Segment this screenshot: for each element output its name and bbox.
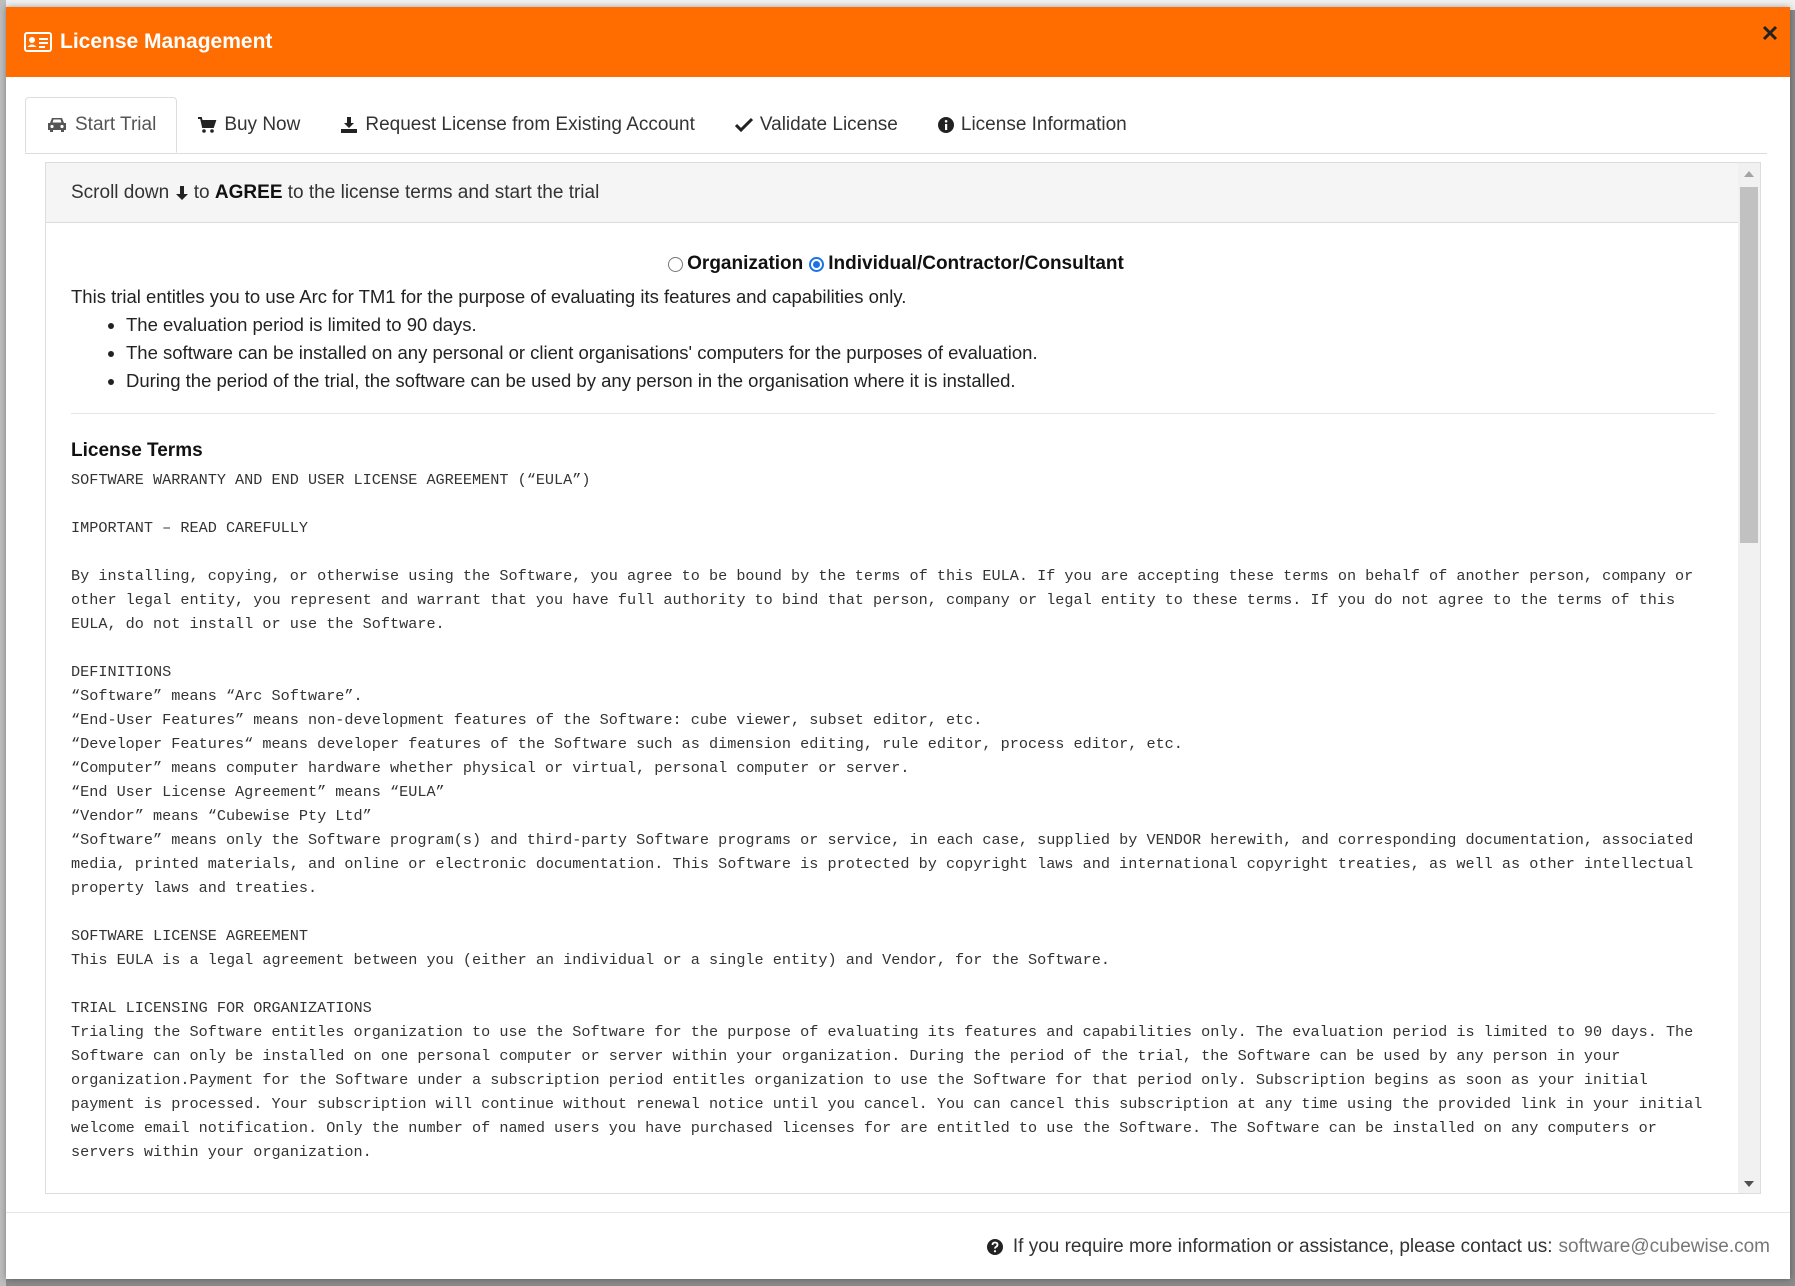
question-circle-icon (987, 1239, 1003, 1255)
tab-validate-license[interactable] (715, 97, 918, 153)
tab-label: Request License from Existing Account (365, 114, 695, 135)
radio-organization[interactable] (668, 257, 683, 272)
tab-label: Start Trial (75, 114, 157, 135)
radio-individual-label[interactable]: Individual/Contractor/Consultant (828, 253, 1124, 274)
car-icon (46, 116, 68, 134)
intro-bullets (71, 311, 1715, 395)
heading-middle: to (193, 181, 210, 203)
panel-body (46, 253, 1760, 1164)
scroll-up-icon[interactable] (1744, 171, 1754, 177)
tab-label: Validate License (759, 114, 898, 135)
close-icon (1762, 25, 1778, 41)
radio-organization-label[interactable]: Organization (687, 253, 804, 274)
license-terms-text: SOFTWARE WARRANTY AND END USER LICENSE AGREEMENT (“EULA”) IMPORTANT – READ CAREFULLY By installing, copying, or otherwise using the Software, you agree to be bound by the terms of this EULA. If you are accepting these terms on behalf of another person, company or other legal entity, you represent and warrant that you have full authority to bind that person, company or legal entity to these terms. If you do not agree to the terms of this EULA, do not install or use the Software. DEFINITIONS “Software” means “Arc Software”. “End-User Features” means non-development features of the Software: cube viewer, subset editor, etc. “Developer Features“ means developer features of the Software such as dimension editing, rule editor, process editor, etc. “Computer” means computer hardware whether physical or virtual, personal computer or server. “End User License Agreement” means “EULA” “Vendor” means “Cubewise Pty Ltd” “Software” means only the Software program(s) and third-party Software programs or service, in each case, supplied by VENDOR herewith, and corresponding documentation, associated media, printed materials, and online or electronic documentation. This Software is protected by copyright laws and international copyright treaties, as well as other intellectual property laws and treaties. SOFTWARE LICENSE AGREEMENT This EULA is a legal agreement between you (either an individual or a single entity) and Vendor, for the Software. TRIAL LICENSING FOR ORGANIZATIONS Trialing the Software entitles organization to use the Software for the purpose of evaluating its features and capabilities only. The evaluation period is limited to 90 days. The Software can only be installed on one personal computer or server within your organization. During the period of the trial, the Software can be used by any person in your organization.Payment for the Software under a subscription period entitles organization to use the Software for that period only. Subscription begins as soon as your initial payment is processed. Your subscription will continue without renewal notice until you cancel. You can cancel this subscription at any time using the provided link in your initial welcome email notification. Only the number of named users you have purchased licenses for are entitled to use the Software. The Software can be installed on any computers or servers within your organization. (71, 471, 1703, 1161)
footer-text: If you require more information or assistance, please contact us: (1012, 1235, 1553, 1257)
list-item: • During the period of the trial, the software can be used by any person in the organisation where it is installed. (126, 367, 1715, 395)
id-card-icon (24, 32, 52, 52)
trial-intro (71, 283, 1715, 395)
license-modal (6, 7, 1790, 1279)
radio-individual[interactable] (809, 257, 824, 272)
heading-suffix: to the license terms and start the trial (287, 181, 600, 203)
check-icon (735, 117, 753, 133)
tab-request-license[interactable] (320, 97, 715, 153)
scroll-thumb[interactable] (1740, 187, 1758, 543)
license-terms-title: License Terms (71, 440, 203, 461)
terms-scrollbar[interactable] (1738, 163, 1760, 1193)
modal-title: License Management (60, 30, 273, 53)
arrow-down-icon (175, 185, 189, 201)
divider (71, 413, 1715, 414)
tab-label: License Information (960, 114, 1127, 135)
start-trial-panel[interactable] (45, 162, 1761, 1194)
heading-prefix: Scroll down (71, 181, 170, 203)
tab-license-information[interactable] (918, 97, 1147, 153)
cart-icon (197, 116, 217, 134)
modal-footer (6, 1212, 1790, 1279)
scroll-down-icon[interactable] (1744, 1181, 1754, 1187)
list-item: • The software can be installed on any personal or client organisations' computers for the purposes of evaluation. (126, 339, 1715, 367)
contact-email-link[interactable]: software@cubewise.com (1558, 1235, 1770, 1257)
heading-agree: AGREE (214, 181, 283, 203)
tab-start-trial[interactable] (25, 97, 177, 153)
modal-header (6, 7, 1790, 77)
close-button[interactable] (1762, 19, 1778, 45)
intro-text: This trial entitles you to use Arc for TM1 for the purpose of evaluating its features and capabilities only. (71, 286, 907, 307)
license-type-selector (71, 253, 1715, 275)
tab-label: Buy Now (224, 114, 301, 135)
tab-buy-now[interactable] (177, 97, 320, 153)
download-icon (340, 116, 358, 134)
panel-heading (46, 163, 1760, 223)
info-icon (938, 117, 954, 133)
list-item: • The evaluation period is limited to 90 days. (126, 311, 1715, 339)
tab-bar (25, 97, 1767, 154)
